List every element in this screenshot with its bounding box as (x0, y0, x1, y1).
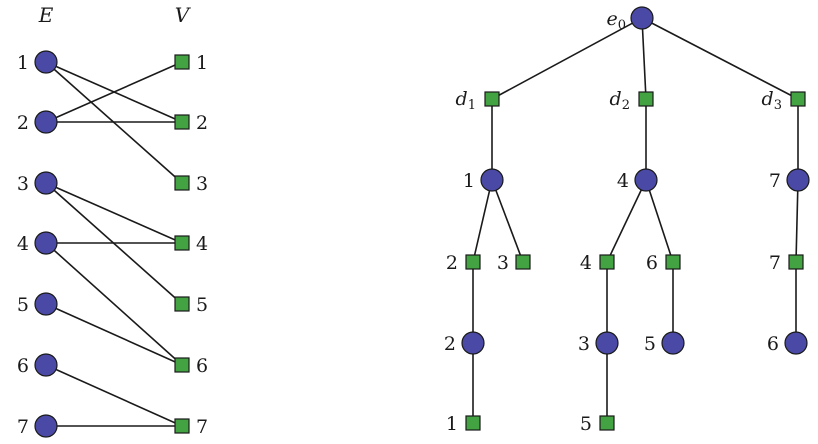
v-node-1 (175, 55, 189, 69)
tree-l3-node-6 (666, 255, 680, 269)
tree-edge-4-6 (646, 180, 673, 262)
tree-l2-node-7 (787, 169, 809, 191)
tree-l5-label-5: 5 (579, 413, 592, 435)
edge-e6-v7 (46, 365, 182, 426)
header-v: V (174, 3, 190, 27)
tree-l4-node-6 (785, 332, 807, 354)
tree-l3-node-2 (466, 255, 480, 269)
edge-e4-v6 (46, 243, 182, 365)
tree-root-label: $e_0$ (606, 8, 626, 33)
tree-l4-node-5 (662, 332, 684, 354)
tree-l2-node-4 (635, 169, 657, 191)
v-label-7: 7 (196, 416, 209, 438)
v-node-3 (175, 176, 189, 190)
tree-l3-node-4 (600, 255, 614, 269)
tree-l4-label-2: 2 (443, 333, 456, 355)
tree-d2-node (639, 92, 653, 106)
tree-l4-node-2 (462, 332, 484, 354)
tree-edge-1-3 (492, 180, 523, 262)
e-node-3 (35, 172, 57, 194)
tree-d3-node (791, 92, 805, 106)
tree-edge-7-7 (796, 180, 798, 262)
tree-l2-label-7: 7 (768, 170, 781, 192)
tree-l3-label-4: 4 (579, 252, 592, 274)
search-tree (444, 7, 809, 435)
tree-l4-label-3: 3 (577, 333, 590, 355)
tree-l4-label-5: 5 (643, 333, 656, 355)
e-node-6 (35, 354, 57, 376)
e-label-7: 7 (16, 416, 29, 438)
tree-root-node (631, 7, 653, 29)
e-node-4 (35, 232, 57, 254)
e-node-7 (35, 415, 57, 437)
v-label-2: 2 (196, 112, 209, 134)
header-e: E (38, 3, 54, 27)
tree-l5-node-5 (600, 416, 614, 430)
v-label-5: 5 (196, 294, 209, 316)
e-node-5 (35, 293, 57, 315)
edge-e3-v4 (46, 183, 182, 243)
bipartite-graph (17, 3, 208, 438)
e-label-1: 1 (16, 52, 29, 74)
tree-l3-label-2: 2 (445, 252, 458, 274)
tree-l2-node-1 (481, 169, 503, 191)
tree-l4-label-6: 6 (766, 333, 779, 355)
e-node-1 (35, 51, 57, 73)
tree-l5-label-1: 1 (445, 413, 458, 435)
v-node-5 (175, 297, 189, 311)
v-label-3: 3 (196, 173, 209, 195)
v-node-4 (175, 236, 189, 250)
tree-l3-node-3 (516, 255, 530, 269)
e-label-6: 6 (16, 355, 29, 377)
v-label-1: 1 (196, 52, 209, 74)
tree-d1-node (485, 92, 499, 106)
e-node-2 (35, 111, 57, 133)
v-label-4: 4 (196, 233, 209, 255)
tree-l2-label-4: 4 (616, 170, 629, 192)
tree-l4-node-3 (596, 332, 618, 354)
tree-edge-1-2 (473, 180, 492, 262)
tree-l3-node-7 (789, 255, 803, 269)
tree-l3-label-6: 6 (645, 252, 658, 274)
edge-e5-v6 (46, 304, 182, 365)
e-label-5: 5 (16, 294, 29, 316)
v-label-6: 6 (196, 355, 209, 377)
e-label-3: 3 (16, 173, 29, 195)
tree-d2-label: $d_2$ (609, 88, 630, 113)
v-node-6 (175, 358, 189, 372)
tree-l2-label-1: 1 (462, 170, 475, 192)
tree-l3-label-7: 7 (768, 252, 781, 274)
tree-d3-label: $d_3$ (761, 88, 782, 113)
tree-edge-e0-d3 (642, 18, 798, 99)
tree-l3-label-3: 3 (496, 252, 509, 274)
tree-d1-label: $d_1$ (455, 88, 476, 113)
v-node-7 (175, 419, 189, 433)
e-label-2: 2 (16, 112, 29, 134)
tree-l5-node-1 (466, 416, 480, 430)
e-label-4: 4 (16, 233, 29, 255)
tree-edge-4-4 (607, 180, 646, 262)
tree-edge-e0-d2 (642, 18, 646, 99)
v-node-2 (175, 115, 189, 129)
